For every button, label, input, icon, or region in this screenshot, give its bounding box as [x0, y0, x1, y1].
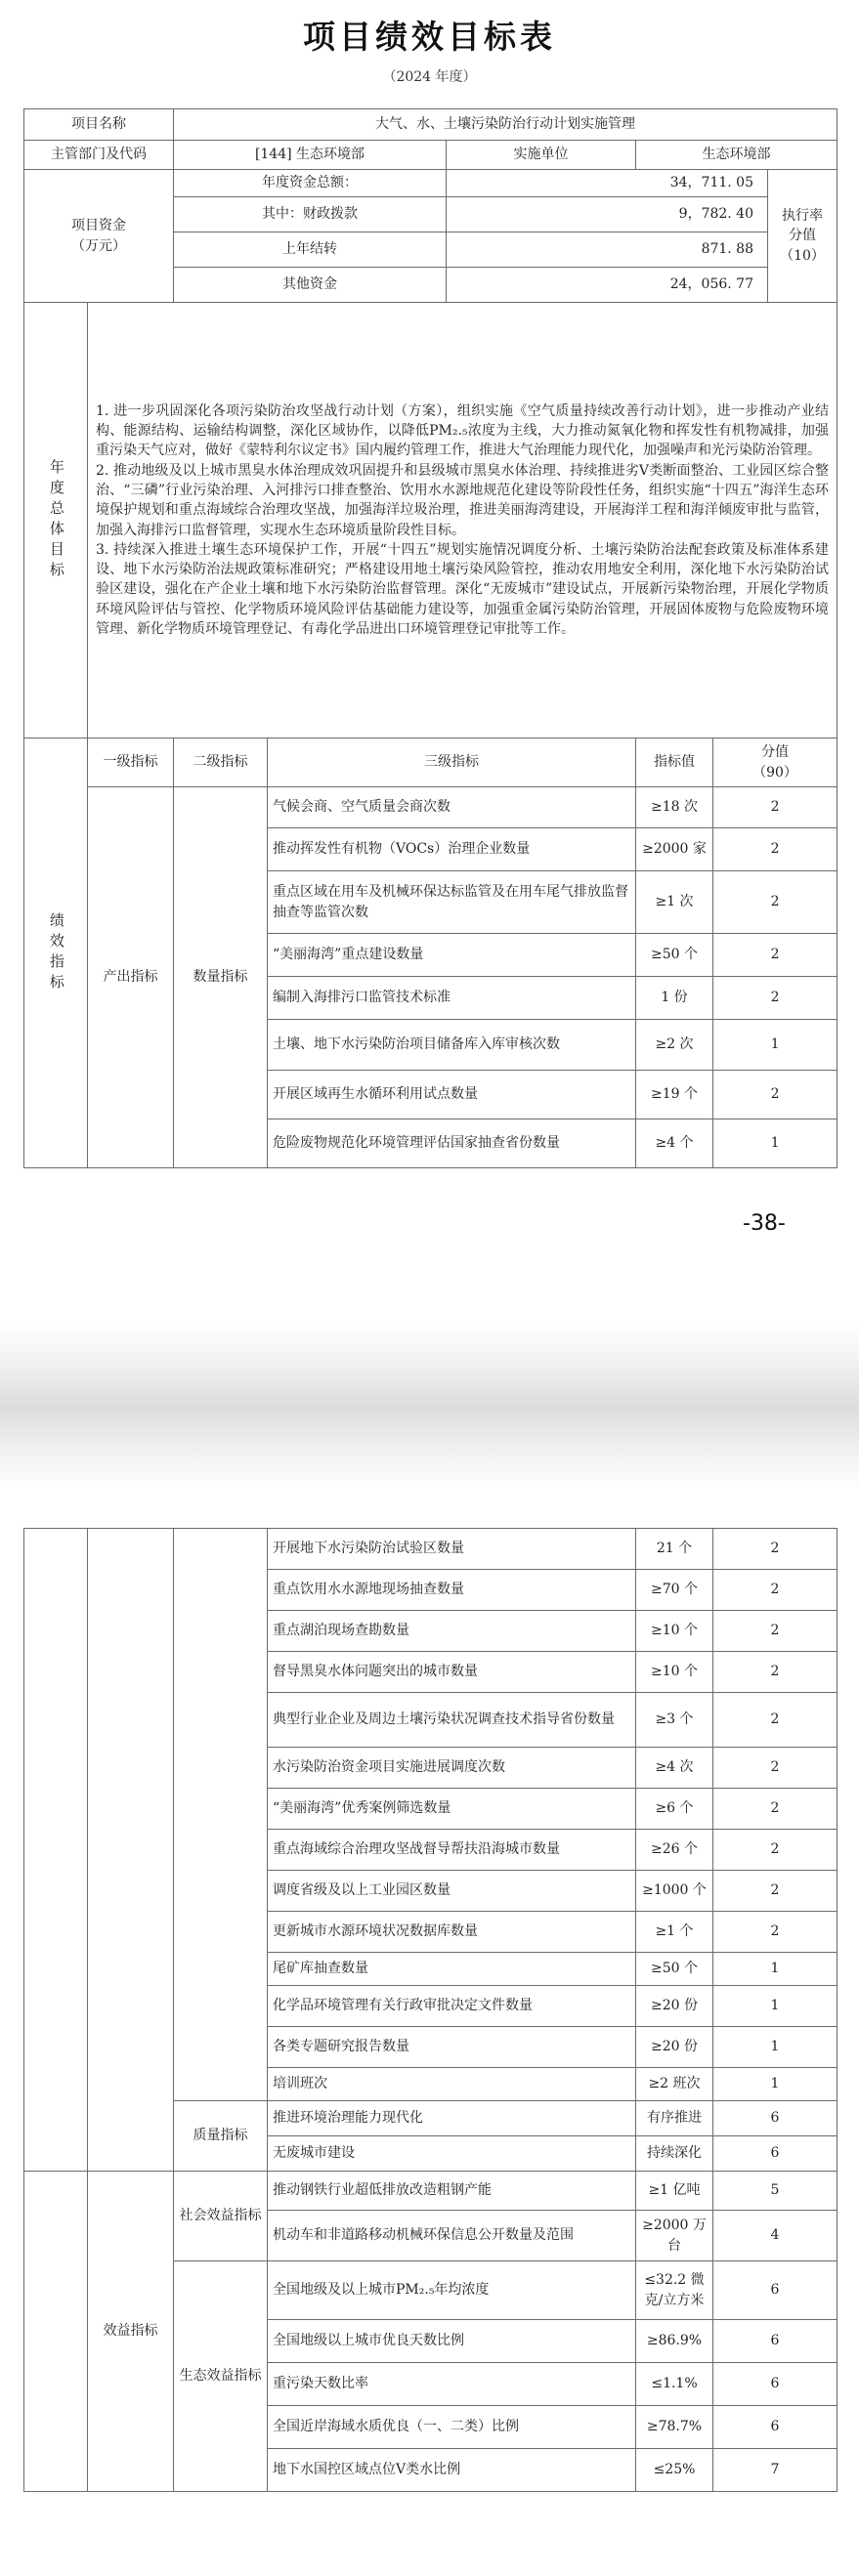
indicator-value: ≥4 次: [636, 1748, 713, 1789]
indicator-score: 1: [713, 1953, 838, 1986]
indicator-name: 各类专题研究报告数量: [268, 2027, 636, 2068]
indicator-value: ≤1.1%: [636, 2363, 713, 2406]
goal-item: 1. 进一步巩固深化各项污染防治攻坚战行动计划（方案），组织实施《空气质量持续改善行动计划》，进一步推动产业结构、能源结构、运输结构调整，深化区域协作，以降低PM₂.₅浓度为主线，大力推动氮氧化物和挥发性有机物减排，加强重污染天气应对，做好《蒙特利尔议定书》国内履约管理工作，推进大气治理能力现代化，加强噪声和光污染防治管理。: [96, 402, 830, 459]
indicator-name: 更新城市水源环境状况数据库数量: [268, 1912, 636, 1953]
indicator-name: 全国地级以上城市优良天数比例: [268, 2320, 636, 2363]
dept-label: 主管部门及代码: [24, 141, 174, 170]
indicator-name: 督导黑臭水体问题突出的城市数量: [268, 1652, 636, 1693]
benefit-indicator-label: 效益指标: [88, 2172, 174, 2492]
indicator-score: 2: [713, 871, 838, 934]
project-name-value: 大气、水、土壤污染防治行动计划实施管理: [174, 109, 838, 141]
output-indicator-cell: [88, 1529, 174, 2172]
indicator-score: 2: [713, 1830, 838, 1871]
indicator-value: 1 份: [636, 977, 713, 1020]
indicator-name: 推动钢铁行业超低排放改造粗钢产能: [268, 2172, 636, 2211]
indicator-name: 全国地级及以上城市PM₂.₅年均浓度: [268, 2261, 636, 2320]
header-level2: 二级指标: [174, 739, 268, 787]
dept-value: [144] 生态环境部: [174, 141, 447, 170]
indicator-name: 编制入海排污口监管技术标准: [268, 977, 636, 1020]
indicator-name: 气候会商、空气质量会商次数: [268, 787, 636, 828]
indicator-score: 2: [713, 1652, 838, 1693]
header-score: 分值 （90）: [713, 739, 838, 787]
indicator-score: 6: [713, 2363, 838, 2406]
indicator-value: ≥26 个: [636, 1830, 713, 1871]
indicator-value: ≥2000 家: [636, 828, 713, 871]
indicator-score: 1: [713, 1020, 838, 1071]
header-level3: 三级指标: [268, 739, 636, 787]
section-label-cell: [24, 1529, 88, 2172]
fund-total-label: 年度资金总额：: [174, 170, 447, 197]
indicator-score: 4: [713, 2211, 838, 2261]
indicator-name: 重点湖泊现场查勘数量: [268, 1611, 636, 1652]
page-number: -38-: [743, 1211, 786, 1236]
indicator-value: ≥1 亿吨: [636, 2172, 713, 2211]
indicator-value: 21 个: [636, 1529, 713, 1570]
indicator-score: 2: [713, 934, 838, 977]
indicator-value: ≥1 次: [636, 871, 713, 934]
indicator-value: ≥86.9%: [636, 2320, 713, 2363]
indicator-value: ≥3 个: [636, 1693, 713, 1748]
perf-indicators-label-cell: [24, 739, 88, 1168]
impl-unit-label: 实施单位: [447, 141, 636, 170]
page-break: [0, 1324, 859, 1490]
fund-other-label: 其他资金: [174, 268, 447, 303]
indicator-value: ≥70 个: [636, 1570, 713, 1611]
indicator-value: ≥18 次: [636, 787, 713, 828]
fund-fiscal-value: 9，782. 40: [447, 197, 768, 232]
exec-rate-label: 执行率 分值 （10）: [768, 170, 838, 303]
header-level1: 一级指标: [88, 739, 174, 787]
indicator-name: 开展区域再生水循环利用试点数量: [268, 1071, 636, 1119]
indicator-score: 2: [713, 977, 838, 1020]
indicator-name: 化学品环境管理有关行政审批决定文件数量: [268, 1986, 636, 2027]
output-indicator-label: 产出指标: [88, 787, 174, 1168]
indicator-score: 7: [713, 2449, 838, 2492]
indicator-value: 有序推进: [636, 2101, 713, 2136]
fund-total-value: 34，711. 05: [447, 170, 768, 197]
fund-carryover-label: 上年结转: [174, 232, 447, 268]
indicator-name: 地下水国控区域点位Ⅴ类水比例: [268, 2449, 636, 2492]
indicator-name: 尾矿库抽查数量: [268, 1953, 636, 1986]
indicator-name: “美丽海湾”重点建设数量: [268, 934, 636, 977]
indicator-name: 推进环境治理能力现代化: [268, 2101, 636, 2136]
indicator-score: 1: [713, 1119, 838, 1168]
indicator-value: ≥2 班次: [636, 2068, 713, 2101]
indicator-value: ≥19 个: [636, 1071, 713, 1119]
indicator-score: 6: [713, 2320, 838, 2363]
quantity-indicator-cell: [174, 1529, 268, 2101]
indicator-value: ≥1000 个: [636, 1871, 713, 1912]
indicator-value: ≥6 个: [636, 1789, 713, 1830]
indicator-name: 无废城市建设: [268, 2136, 636, 2172]
annual-goals-label: 年度总体目标: [47, 458, 65, 582]
indicator-name: 开展地下水污染防治试验区数量: [268, 1529, 636, 1570]
indicator-score: 1: [713, 1986, 838, 2027]
indicator-name: 培训班次: [268, 2068, 636, 2101]
indicator-value: ≤25%: [636, 2449, 713, 2492]
quality-indicator-label: 质量指标: [174, 2101, 268, 2172]
indicator-score: 2: [713, 1529, 838, 1570]
eco-indicator-label: 生态效益指标: [174, 2261, 268, 2492]
indicator-name: 推动挥发性有机物（VOCs）治理企业数量: [268, 828, 636, 871]
indicator-score: 2: [713, 1748, 838, 1789]
header-value: 指标值: [636, 739, 713, 787]
performance-table-page2: [23, 1528, 838, 2492]
indicator-score: 2: [713, 1570, 838, 1611]
indicator-value: ≥10 个: [636, 1611, 713, 1652]
indicator-name: 重点区域在用车及机械环保达标监管及在用车尾气排放监督抽查等监管次数: [268, 871, 636, 934]
indicator-value: ≤32.2 微克/立方米: [636, 2261, 713, 2320]
indicator-name: “美丽海湾”优秀案例筛选数量: [268, 1789, 636, 1830]
indicator-value: ≥1 个: [636, 1912, 713, 1953]
indicator-name: 重点海域综合治理攻坚战督导帮扶沿海城市数量: [268, 1830, 636, 1871]
fund-other-value: 24，056. 77: [447, 268, 768, 303]
indicator-score: 2: [713, 1693, 838, 1748]
indicator-score: 2: [713, 1871, 838, 1912]
indicator-value: ≥2 次: [636, 1020, 713, 1071]
social-indicator-label: 社会效益指标: [174, 2172, 268, 2261]
indicator-name: 调度省级及以上工业园区数量: [268, 1871, 636, 1912]
annual-goals-text: [88, 303, 838, 739]
indicator-score: 2: [713, 1071, 838, 1119]
indicator-value: ≥20 份: [636, 1986, 713, 2027]
table-row: [24, 2172, 838, 2211]
indicator-name: 全国近岸海域水质优良（一、二类）比例: [268, 2406, 636, 2449]
performance-table-page1: [23, 108, 838, 1168]
indicator-value: ≥2000 万台: [636, 2211, 713, 2261]
indicator-score: 2: [713, 1611, 838, 1652]
indicator-value: ≥50 个: [636, 934, 713, 977]
indicator-score: 6: [713, 2101, 838, 2136]
indicator-name: 重污染天数比率: [268, 2363, 636, 2406]
funds-label: 项目资金 （万元）: [24, 170, 174, 303]
annual-goals-label-cell: [24, 303, 88, 739]
table-row: [24, 1529, 838, 1570]
indicator-name: 水污染防治资金项目实施进展调度次数: [268, 1748, 636, 1789]
goal-item: 2. 推动地级及以上城市黑臭水体治理成效巩固提升和县级城市黑臭水体治理、持续推进劣Ⅴ类断面整治、工业园区综合整治、“三磷”行业污染治理、入河排污口排查整治、饮用水水源地规范化建设等阶段性任务，组织实施“十四五”海洋生态环境保护规划和重点海域综合治理攻坚战，加强海洋垃圾治理，推进美丽海湾建设，开展海洋工程和海洋倾废审批与监管，加强入海排污口监督管理，实现水生态环境质量阶段性目标。: [96, 462, 830, 538]
indicator-score: 1: [713, 2027, 838, 2068]
indicator-value: ≥78.7%: [636, 2406, 713, 2449]
indicator-name: 危险废物规范化环境管理评估国家抽查省份数量: [268, 1119, 636, 1168]
goal-item: 3. 持续深入推进土壤生态环境保护工作，开展“十四五”规划实施情况调度分析、土壤污染防治法配套政策及标准体系建设、地下水污染防治法规政策标准研究；严格建设用地土壤污染风险管控，推动农用地安全利用，深化地下水污染防治试验区建设，强化在产企业土壤和地下水污染防治监督管理。深化“无废城市”建设试点，开展新污染物治理，开展化学物质环境风险评估与管控、化学物质环境风险评估基础能力建设等，加强重金属污染防治管理，开展固体废物与危险废物环境管理、新化学物质环境管理登记、有毒化学品进出口环境管理登记审批等工作。: [96, 541, 830, 637]
indicator-name: 重点饮用水水源地现场抽查数量: [268, 1570, 636, 1611]
indicator-value: ≥4 个: [636, 1119, 713, 1168]
indicator-score: 6: [713, 2406, 838, 2449]
page-year: （2024 年度）: [382, 69, 477, 85]
fund-carryover-value: 871. 88: [447, 232, 768, 268]
indicator-value: ≥50 个: [636, 1953, 713, 1986]
project-name-label: 项目名称: [24, 109, 174, 141]
quantity-indicator-label: 数量指标: [174, 787, 268, 1168]
indicator-value: 持续深化: [636, 2136, 713, 2172]
indicator-value: ≥20 份: [636, 2027, 713, 2068]
indicator-score: 2: [713, 787, 838, 828]
indicator-score: 2: [713, 1789, 838, 1830]
indicator-value: ≥10 个: [636, 1652, 713, 1693]
indicator-score: 5: [713, 2172, 838, 2211]
indicator-score: 2: [713, 828, 838, 871]
section-label-cell: [24, 2172, 88, 2492]
indicator-name: 机动车和非道路移动机械环保信息公开数量及范围: [268, 2211, 636, 2261]
indicator-name: 土壤、地下水污染防治项目储备库入库审核次数: [268, 1020, 636, 1071]
fund-fiscal-label: 其中：财政拨款: [174, 197, 447, 232]
indicator-name: 典型行业企业及周边土壤污染状况调查技术指导省份数量: [268, 1693, 636, 1748]
indicator-score: 2: [713, 1912, 838, 1953]
indicator-score: 1: [713, 2068, 838, 2101]
page-title: 项目绩效目标表: [303, 18, 556, 56]
indicator-score: 6: [713, 2261, 838, 2320]
indicator-score: 6: [713, 2136, 838, 2172]
impl-unit-value: 生态环境部: [636, 141, 838, 170]
perf-indicators-label: 绩效指标: [47, 911, 65, 994]
